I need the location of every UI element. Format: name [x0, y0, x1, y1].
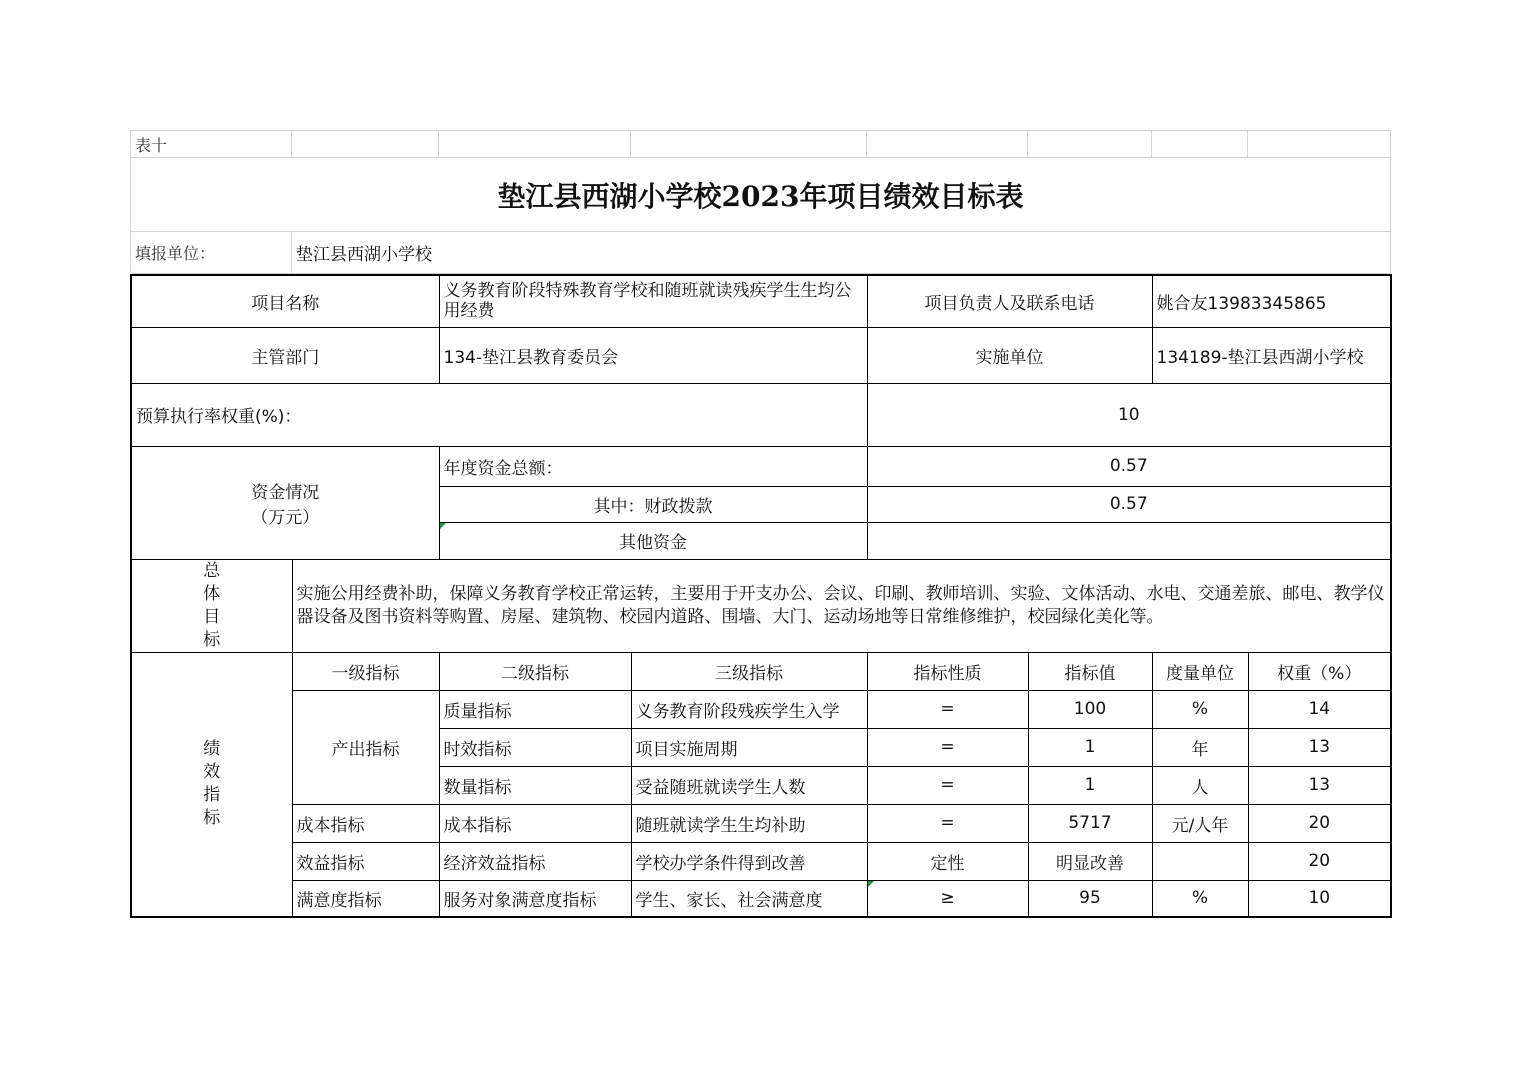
table-row [131, 804, 1391, 842]
output-indicator-group: 产出指标 [292, 690, 439, 804]
level3-cell: 随班就读学生生均补助 [631, 804, 867, 842]
project-name-label: 项目名称 [131, 275, 439, 327]
weight-cell: 20 [1248, 842, 1391, 880]
level2-cell: 数量指标 [439, 766, 631, 804]
contact-value: 姚合友13983345865 [1152, 275, 1391, 327]
goal-label-char: 标 [203, 629, 221, 650]
annual-total-label: 年度资金总额： [439, 446, 867, 486]
header-nature: 指标性质 [867, 652, 1028, 690]
department-label: 主管部门 [131, 327, 439, 383]
sheet-header [130, 130, 1391, 274]
value-cell: 100 [1028, 690, 1152, 728]
table-row [131, 880, 1391, 917]
level3-cell: 学校办学条件得到改善 [631, 842, 867, 880]
table-number: 表十 [131, 131, 292, 158]
level3-cell: 项目实施周期 [631, 728, 867, 766]
reporting-unit-label: 填报单位： [131, 232, 292, 274]
page-title: 垫江县西湖小学校2023年项目绩效目标表 [131, 158, 1391, 232]
table-row [131, 842, 1391, 880]
unit-cell: 人 [1152, 766, 1248, 804]
level3-cell: 受益随班就读学生人数 [631, 766, 867, 804]
weight-cell: 20 [1248, 804, 1391, 842]
value-cell: 5717 [1028, 804, 1152, 842]
performance-target-sheet [130, 130, 1390, 918]
fiscal-allocation-label: 其中：财政拨款 [439, 486, 867, 522]
nature-cell: 定性 [867, 842, 1028, 880]
weight-cell: 10 [1248, 880, 1391, 917]
funds-label-line1: 资金情况 [251, 482, 320, 503]
nature-cell: = [867, 766, 1028, 804]
value-cell: 1 [1028, 766, 1152, 804]
unit-cell: 年 [1152, 728, 1248, 766]
overall-goal-label [131, 559, 292, 652]
budget-rate-label: 预算执行率权重(%)： [131, 383, 867, 446]
nature-cell: ≥ [867, 880, 1028, 917]
performance-indicators-label [131, 652, 292, 917]
main-table-wrap [130, 274, 1390, 918]
main-table [130, 274, 1392, 918]
project-name-value: 义务教育阶段特殊教育学校和随班就读残疾学生生均公用经费 [439, 275, 867, 327]
overall-goal-text: 实施公用经费补助，保障义务教育学校正常运转，主要用于开支办公、会议、印刷、教师培训、实验、文体活动、水电、交通差旅、邮电、教学仪器设备及图书资料等购置、房屋、建筑物、校园内道路、围墙、大门、运动场地等日常维修维护，校园绿化美化等。 [292, 559, 1391, 652]
implementing-unit-label: 实施单位 [867, 327, 1152, 383]
unit-cell [1152, 842, 1248, 880]
header-level3: 三级指标 [631, 652, 867, 690]
unit-cell: 元/人年 [1152, 804, 1248, 842]
indicator-label-char: 效 [203, 762, 221, 783]
indicator-label-char: 标 [203, 808, 221, 829]
weight-cell: 13 [1248, 728, 1391, 766]
level1-cell: 满意度指标 [292, 880, 439, 917]
value-cell: 95 [1028, 880, 1152, 917]
unit-cell: % [1152, 880, 1248, 917]
nature-cell: = [867, 690, 1028, 728]
implementing-unit-value: 134189-垫江县西湖小学校 [1152, 327, 1391, 383]
table-row [131, 690, 1391, 728]
level2-cell: 服务对象满意度指标 [439, 880, 631, 917]
funds-label-line2: （万元） [251, 507, 320, 528]
weight-cell: 14 [1248, 690, 1391, 728]
level1-cell: 成本指标 [292, 804, 439, 842]
level3-cell: 学生、家长、社会满意度 [631, 880, 867, 917]
level2-cell: 成本指标 [439, 804, 631, 842]
weight-cell: 13 [1248, 766, 1391, 804]
fiscal-allocation-value: 0.57 [867, 486, 1391, 522]
annual-total-value: 0.57 [867, 446, 1391, 486]
funds-label [131, 446, 439, 559]
value-cell: 明显改善 [1028, 842, 1152, 880]
indicator-label-char: 绩 [203, 739, 221, 760]
reporting-unit-value: 垫江县西湖小学校 [292, 232, 1391, 274]
unit-cell: % [1152, 690, 1248, 728]
level2-cell: 时效指标 [439, 728, 631, 766]
goal-label-char: 目 [203, 606, 221, 627]
level3-cell: 义务教育阶段残疾学生入学 [631, 690, 867, 728]
header-value: 指标值 [1028, 652, 1152, 690]
department-value: 134-垫江县教育委员会 [439, 327, 867, 383]
level1-cell: 效益指标 [292, 842, 439, 880]
nature-cell: = [867, 728, 1028, 766]
header-level2: 二级指标 [439, 652, 631, 690]
goal-label-char: 总 [203, 560, 221, 581]
value-cell: 1 [1028, 728, 1152, 766]
goal-label-char: 体 [203, 583, 221, 604]
other-funds-label: 其他资金 [439, 522, 867, 559]
nature-cell: = [867, 804, 1028, 842]
level2-cell: 质量指标 [439, 690, 631, 728]
other-funds-value [867, 522, 1391, 559]
indicator-label-char: 指 [203, 785, 221, 806]
budget-rate-value: 10 [867, 383, 1391, 446]
header-weight: 权重（%） [1248, 652, 1391, 690]
header-unit: 度量单位 [1152, 652, 1248, 690]
header-level1: 一级指标 [292, 652, 439, 690]
level2-cell: 经济效益指标 [439, 842, 631, 880]
contact-label: 项目负责人及联系电话 [867, 275, 1152, 327]
